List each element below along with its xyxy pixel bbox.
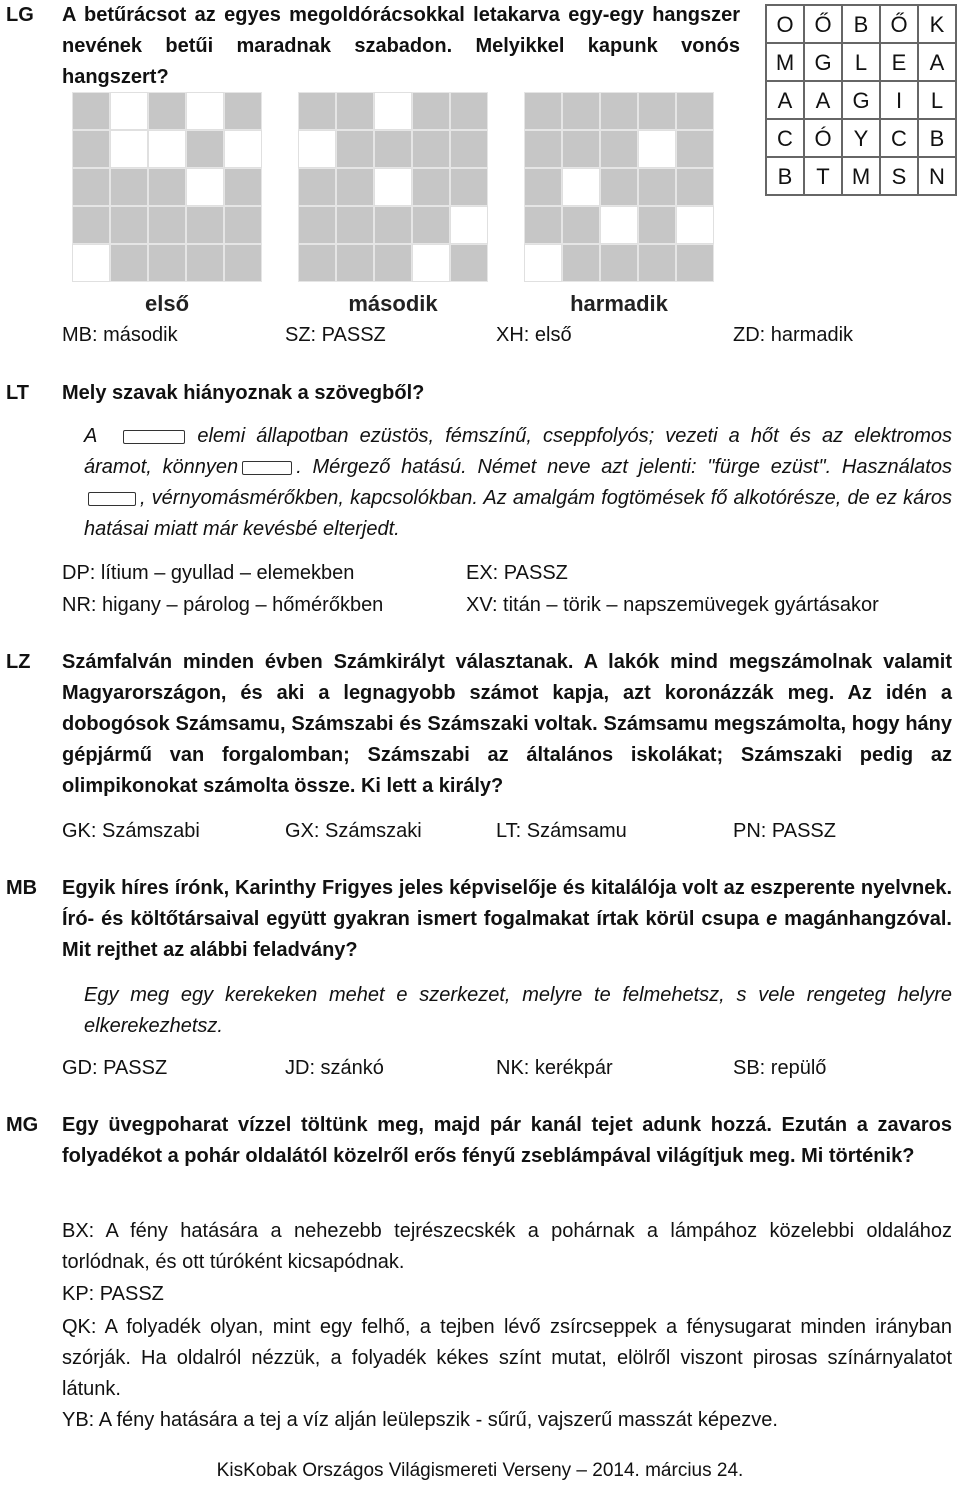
letter-cell: B: [766, 157, 804, 195]
passage-part: , vérnyomásmérőkben, kapcsolókban. Az amalgám fogtömések fő alkotórésze, de ez káros hatásai miatt már kevésbé elterjedt.: [84, 487, 952, 540]
answer-option[interactable]: XV: titán – törik – napszemüvegek gyártásakor: [466, 594, 879, 616]
fill-in-passage: [84, 421, 952, 545]
question-lz: [62, 647, 952, 802]
letter-cell: C: [880, 119, 918, 157]
blank-box: [123, 430, 185, 444]
answer-option[interactable]: GK: Számszabi: [62, 820, 200, 842]
answer-option[interactable]: BX: A fény hatására a nehezebb tejrészecskék a pohárnak a lámpához közelebbi oldalához torlódnak, és ott túróként kicsapódnak.: [62, 1220, 952, 1273]
letter-grid: [765, 4, 957, 196]
letter-cell: K: [918, 5, 956, 43]
question-mg: [62, 1110, 952, 1172]
riddle-text: Egy meg egy kerekeken mehet e szerkezet, melyre te felmehetsz, s vele rengeteg helyre elkerekezhetsz.: [84, 984, 952, 1037]
letter-cell: G: [804, 43, 842, 81]
solution-grid-third: [524, 92, 714, 282]
letter-cell: A: [804, 81, 842, 119]
answer-option[interactable]: NR: higany – párolog – hőmérőkben: [62, 594, 384, 616]
question-text: Számfalván minden évben Számkirályt választanak. A lakók mind megszámolnak valamit Magyarországon, és aki a legnagyobb számot kapja, azt koronázzák meg. Az idén a dobogósok Számsamu, Számszabi és Számszaki voltak. Számsamu megszámolta, hogy hány gépjármű van forgalomban; Számszabi az általános iskolákat; Számszaki pedig az olimpikonokat számolta össze. Ki lett a király?: [62, 651, 952, 797]
answer-option[interactable]: QK: A folyadék olyan, mint egy felhő, a tejben lévő zsírcseppek a fénysugarat minden irányban szórják. Ha oldalról nézzük, a folyadék kékes színt mutat, elölről viszont pirosas színárnyalatot látunk.: [62, 1316, 952, 1400]
passage-part: elemi állapotban ezüstös, fémszínű, cseppfolyós; vezeti a hőt és az elektromos áramot, könnyen: [84, 425, 952, 478]
letter-cell: L: [918, 81, 956, 119]
letter-cell: Ő: [804, 5, 842, 43]
answer-option[interactable]: PN: PASSZ: [733, 820, 836, 842]
question-code-lg: LG: [6, 4, 34, 26]
letter-cell: O: [766, 5, 804, 43]
letter-cell: Ó: [804, 119, 842, 157]
answer-option[interactable]: SB: repülő: [733, 1057, 827, 1079]
answer-option[interactable]: GX: Számszaki: [285, 820, 422, 842]
letter-cell: E: [880, 43, 918, 81]
grid-label-second: második: [348, 291, 438, 316]
question-text: A betűrácsot az egyes megoldórácsokkal letakarva egy-egy hangszer nevének betűi maradnak szabadon. Melyikkel kapunk vonós hangszert?: [62, 4, 740, 88]
blank-box: [88, 492, 136, 506]
question-text: Egy üvegpoharat vízzel töltünk meg, majd pár kanál tejet adunk hozzá. Ezután a zavaros folyadékot a pohár oldalától közelről erős fényű zseblámpával világítjuk meg. Mi történik?: [62, 1114, 952, 1167]
question-text: Egyik híres írónk, Karinthy Frigyes jeles képviselője és kitalálója volt az eszperente nyelvnek. Író- és költőtársaival együtt gyakran ismert fogalmakat írtak körül csupa e magánhangzóval. Mit rejthet az alábbi feladvány?: [62, 877, 952, 961]
letter-cell: A: [766, 81, 804, 119]
letter-cell: S: [880, 157, 918, 195]
letter-cell: A: [918, 43, 956, 81]
letter-cell: B: [918, 119, 956, 157]
passage-part: A: [84, 425, 98, 447]
question-code-mg: MG: [6, 1114, 39, 1136]
question-lg: [62, 0, 740, 93]
letter-cell: L: [842, 43, 880, 81]
question-lt: [62, 378, 952, 409]
blank-box: [242, 461, 292, 475]
letter-cell: Y: [842, 119, 880, 157]
letter-cell: M: [842, 157, 880, 195]
grid-label-first: első: [144, 291, 190, 316]
question-code-mb: MB: [6, 877, 38, 899]
letter-cell: G: [842, 81, 880, 119]
letter-cell: B: [842, 5, 880, 43]
answer-option[interactable]: JD: szánkó: [285, 1057, 384, 1079]
answer-option[interactable]: SZ: PASSZ: [285, 324, 386, 346]
letter-cell: N: [918, 157, 956, 195]
answer-option[interactable]: NK: kerékpár: [496, 1057, 613, 1079]
answer-option[interactable]: LT: Számsamu: [496, 820, 627, 842]
answer-option[interactable]: DP: lítium – gyullad – elemekben: [62, 562, 355, 584]
answer-option[interactable]: YB: A fény hatására a tej a víz alján leülepszik - sűrű, vajszerű masszát képezve.: [62, 1409, 778, 1431]
question-code-lz: LZ: [6, 651, 31, 673]
page-footer: KisKobak Országos Világismereti Verseny – 2014. március 24.: [216, 1460, 744, 1481]
answer-option[interactable]: XH: első: [496, 324, 572, 346]
solution-grid-first: [72, 92, 262, 282]
letter-cell: Ő: [880, 5, 918, 43]
passage-part: . Mérgező hatású. Német neve azt jelenti: "fürge ezüst". Használatos: [296, 456, 952, 478]
letter-cell: T: [804, 157, 842, 195]
letter-cell: I: [880, 81, 918, 119]
answer-option[interactable]: ZD: harmadik: [733, 324, 854, 346]
grid-label-third: harmadik: [570, 291, 668, 316]
question-code-lt: LT: [6, 382, 29, 404]
solution-grid-second: [298, 92, 488, 282]
letter-cell: M: [766, 43, 804, 81]
letter-cell: C: [766, 119, 804, 157]
question-mb: [62, 873, 952, 966]
answer-option[interactable]: MB: második: [62, 324, 178, 346]
answer-option[interactable]: EX: PASSZ: [466, 562, 568, 584]
question-text: Mely szavak hiányoznak a szövegből?: [62, 382, 425, 404]
answer-option[interactable]: KP: PASSZ: [62, 1283, 164, 1305]
answer-option[interactable]: GD: PASSZ: [62, 1057, 168, 1079]
